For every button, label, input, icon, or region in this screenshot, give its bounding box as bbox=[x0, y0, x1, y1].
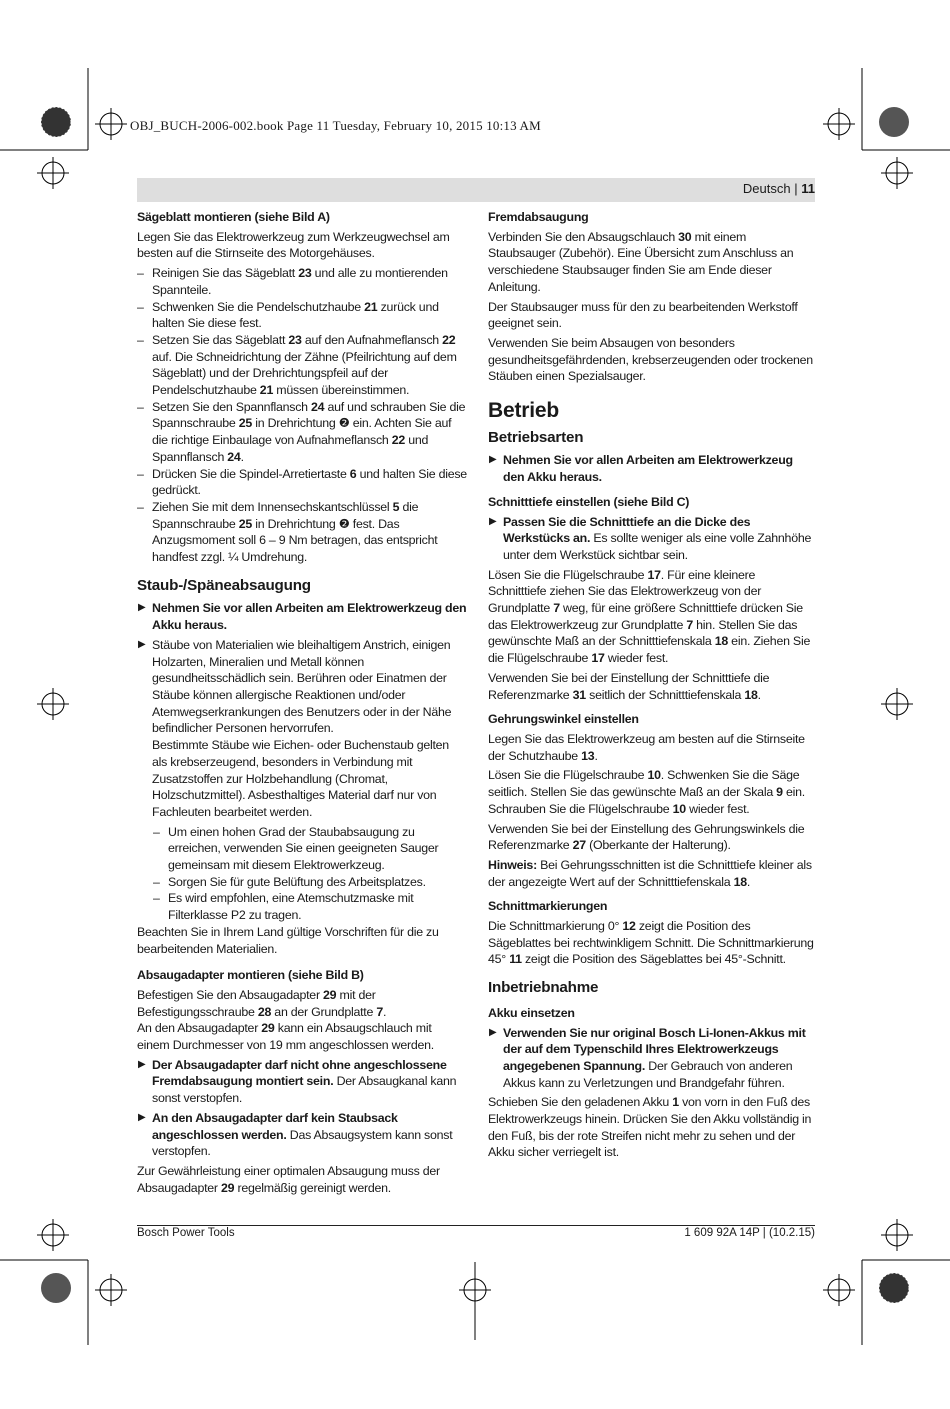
paragraph: Legen Sie das Elektrowerkzeug am besten auf die Stirnseite der Schutzhaube 13. bbox=[488, 731, 805, 763]
warning-item: ▶ Passen Sie die Schnitttiefe an die Dicke des Werkstücks an. Es sollte weniger als eine volle Zahnhöhe unter dem Werkstück sichtbar sein. bbox=[489, 514, 812, 562]
section-title: Akku einsetzen bbox=[488, 1005, 575, 1020]
paragraph: Schieben Sie den geladenen Akku 1 von vorn in den Fuß des Elektrowerkzeugs hinein. Drücken Sie den Akku vollständig in den Fuß, bis der rote Streifen nicht mehr zu sehen und der Akku sicher verriegelt ist. bbox=[488, 1095, 812, 1160]
paragraph: Lösen Sie die Flügelschraube 17. Für eine kleinere Schnitttiefe ziehen Sie das Elektrowerkzeug von der Grundplatte 7 weg, für eine größere Schnitttiefe drücken Sie das Elektrowerkzeug zur Grundplatte 7 hin. Stellen Sie das gewünschte Maß an der Schnitttiefenskala 18 ein. Ziehen Sie die Flügelschraube 17 wieder fest. bbox=[488, 567, 811, 666]
arrow-icon: ▶ bbox=[138, 1058, 146, 1070]
warning-item: ▶ Der Absaugadapter darf nicht ohne angeschlossene Fremdabsaugung montiert sein. Der Absaugkanal kann sonst verstopfen. bbox=[138, 1057, 457, 1106]
chapter-heading: Betrieb bbox=[488, 399, 559, 423]
section-heading: Inbetriebnahme bbox=[488, 979, 599, 997]
warning-item: ▶ Verwenden Sie nur original Bosch Li-Ionen-Akkus mit der auf dem Typenschild Ihres Elektrowerkzeugs angegebenen Spannung. Der Gebrauch von anderen Akkus kann zu Verletzungen und Brandgefahr führen. bbox=[489, 1025, 806, 1090]
warning-item: ▶ An den Absaugadapter darf kein Staubsack angeschlossen werden. Das Absaugsystem kann sonst verstopfen. bbox=[138, 1110, 453, 1159]
arrow-icon: ▶ bbox=[489, 515, 497, 527]
paragraph: An den Absaugadapter 29 kann ein Absaugschlauch mit einem Durchmesser von 19 mm angeschlossen werden. bbox=[137, 1021, 434, 1053]
section-title: Schnittmarkierungen bbox=[488, 899, 608, 914]
list-item: – Setzen Sie das Sägeblatt 23 auf den Aufnahmeflansch 22 auf. Die Schneidrichtung der Zähne (Pfeilrichtung auf dem Sägeblatt) und der Drehrichtungspfeil auf der Pendelschutzhaube 21 müssen übereinstimmen. bbox=[137, 332, 467, 399]
paragraph: Die Schnittmarkierung 0° 12 zeigt die Position des Sägeblattes bei rechtwinkligem Schnitt. Die Schnittmarkierung 45° 11 zeigt die Position des Sägeblattes bei 45°-Schnitt. bbox=[488, 919, 814, 967]
page-number: 11 bbox=[801, 181, 815, 196]
paragraph: Befestigen Sie den Absaugadapter 29 mit der Befestigungsschraube 28 an der Grundplatte 7. bbox=[137, 987, 387, 1019]
list-item: – Um einen hohen Grad der Staubabsaugung zu erreichen, verwenden Sie einen geeigneten Sauger gemeinsam mit diesem Elektrowerkzeug. bbox=[137, 824, 467, 874]
arrow-icon: ▶ bbox=[489, 1026, 497, 1038]
paragraph: Hinweis: Bei Gehrungsschnitten ist die Schnitttiefe kleiner als der angezeigte Wert auf der Schnitttiefenskala 18. bbox=[488, 857, 812, 889]
paragraph: Lösen Sie die Flügelschraube 10. Schwenken Sie die Säge seitlich. Stellen Sie das gewünschte Maß an der Skala 9 ein. Schrauben Sie die Flügelschraube 10 wieder fest. bbox=[488, 768, 805, 816]
paragraph: Verbinden Sie den Absaugschlauch 30 mit einem Staubsauger (Zubehör). Eine Übersicht zum Anschluss an verschiedene Staubsauger finden Sie am Ende dieser Anleitung. bbox=[488, 229, 794, 294]
arrow-icon: ▶ bbox=[138, 638, 146, 650]
list-item: – Reinigen Sie das Sägeblatt 23 und alle zu montierenden Spannteile. bbox=[137, 265, 467, 298]
page-header bbox=[743, 181, 815, 196]
header-bar bbox=[137, 178, 815, 202]
paragraph: Verwenden Sie bei der Einstellung der Schnitttiefe die Referenzmarke 31 seitlich der Schnitttiefenskala 18. bbox=[488, 670, 770, 702]
arrow-icon: ▶ bbox=[138, 1111, 146, 1123]
list-item: – Ziehen Sie mit dem Innensechskantschlüssel 5 die Spannschraube 25 in Drehrichtung ❷ fest. Das Anzugsmoment soll 6 – 9 Nm betragen, das entspricht handfest zzgl. ¼ Umdrehung. bbox=[137, 499, 467, 566]
warning-item: ▶ Nehmen Sie vor allen Arbeiten am Elektrowerkzeug den Akku heraus. bbox=[489, 453, 793, 485]
warning-item: ▶ Nehmen Sie vor allen Arbeiten am Elektrowerkzeug den Akku heraus. bbox=[138, 601, 467, 633]
paragraph: Legen Sie das Elektrowerkzeug zum Werkzeugwechsel am besten auf die Stirnseite des Motorgehäuses. bbox=[137, 229, 450, 261]
list-item: – Schwenken Sie die Pendelschutzhaube 21 zurück und halten Sie diese fest. bbox=[137, 299, 467, 332]
arrow-icon: ▶ bbox=[489, 454, 497, 466]
warning-item: ▶ Stäube von Materialien wie bleihaltigem Anstrich, einigen Holzarten, Mineralien und Metall können gesundheitsschädlich sein. Berühren oder Einatmen der Stäube können allergische Reaktionen und/oder Atemwegserkrankungen des Benutzers oder in der Nähe befindlicher Personen hervorrufen. Bestimmte Stäube wie Eichen- oder Buchenstaub gelten als krebserzeugend, besonders in Verbindung mit Zusatzstoffen zur Holzbehandlung (Chromat, Holzschutzmittel). Asbesthaltiges Material darf nur von Fachleuten bearbeitet werden. bbox=[138, 637, 452, 819]
section-title: Absaugadapter montieren (siehe Bild B) bbox=[137, 968, 364, 983]
footer-brand: Bosch Power Tools bbox=[137, 1227, 235, 1239]
list-item: – Setzen Sie den Spannflansch 24 auf und schrauben Sie die Spannschraube 25 in Drehrichtung ❷ ein. Achten Sie auf die richtige Einbaulage von Aufnahmeflansch 22 und Spannflansch 24. bbox=[137, 399, 467, 466]
list-item: – Sorgen Sie für gute Belüftung des Arbeitsplatzes. bbox=[137, 874, 467, 891]
section-title: Gehrungswinkel einstellen bbox=[488, 712, 639, 727]
section-heading: Staub-/Späneabsaugung bbox=[137, 576, 311, 594]
section-title: Schnitttiefe einstellen (siehe Bild C) bbox=[488, 494, 690, 509]
section-heading: Betriebsarten bbox=[488, 428, 584, 446]
paragraph: Verwenden Sie bei der Einstellung des Gehrungswinkels die Referenzmarke 27 (Oberkante der Halterung). bbox=[488, 821, 805, 853]
paragraph: Verwenden Sie beim Absaugen von besonders gesundheitsgefährdenden, krebserzeugenden oder trockenen Stäuben einen Spezialsauger. bbox=[488, 335, 813, 384]
header-separator: | bbox=[794, 181, 798, 196]
paragraph: Beachten Sie in Ihrem Land gültige Vorschriften für die zu bearbeitenden Materialien. bbox=[137, 924, 439, 956]
section-title: Sägeblatt montieren (siehe Bild A) bbox=[137, 210, 330, 224]
paragraph: Der Staubsauger muss für den zu bearbeitenden Werkstoff geeignet sein. bbox=[488, 299, 798, 331]
footer-rule bbox=[137, 1225, 815, 1226]
list-item: – Drücken Sie die Spindel-Arretiertaste 6 und halten Sie diese gedrückt. bbox=[137, 466, 467, 499]
footer-doc-number: 1 609 92A 14P | (10.2.15) bbox=[684, 1227, 815, 1239]
section-title: Fremdabsaugung bbox=[488, 210, 589, 224]
left-column bbox=[137, 209, 467, 1199]
list-item: – Es wird empfohlen, eine Atemschutzmaske mit Filterklasse P2 zu tragen. bbox=[137, 890, 467, 923]
header-language: Deutsch bbox=[742, 181, 791, 196]
paragraph: Zur Gewährleistung einer optimalen Absaugung muss der Absaugadapter 29 regelmäßig gereinigt werden. bbox=[137, 1163, 440, 1195]
right-column bbox=[488, 209, 816, 1164]
arrow-icon: ▶ bbox=[138, 602, 146, 614]
print-info-line: OBJ_BUCH-2006-002.book Page 11 Tuesday, February 10, 2015 10:13 AM bbox=[130, 118, 541, 133]
